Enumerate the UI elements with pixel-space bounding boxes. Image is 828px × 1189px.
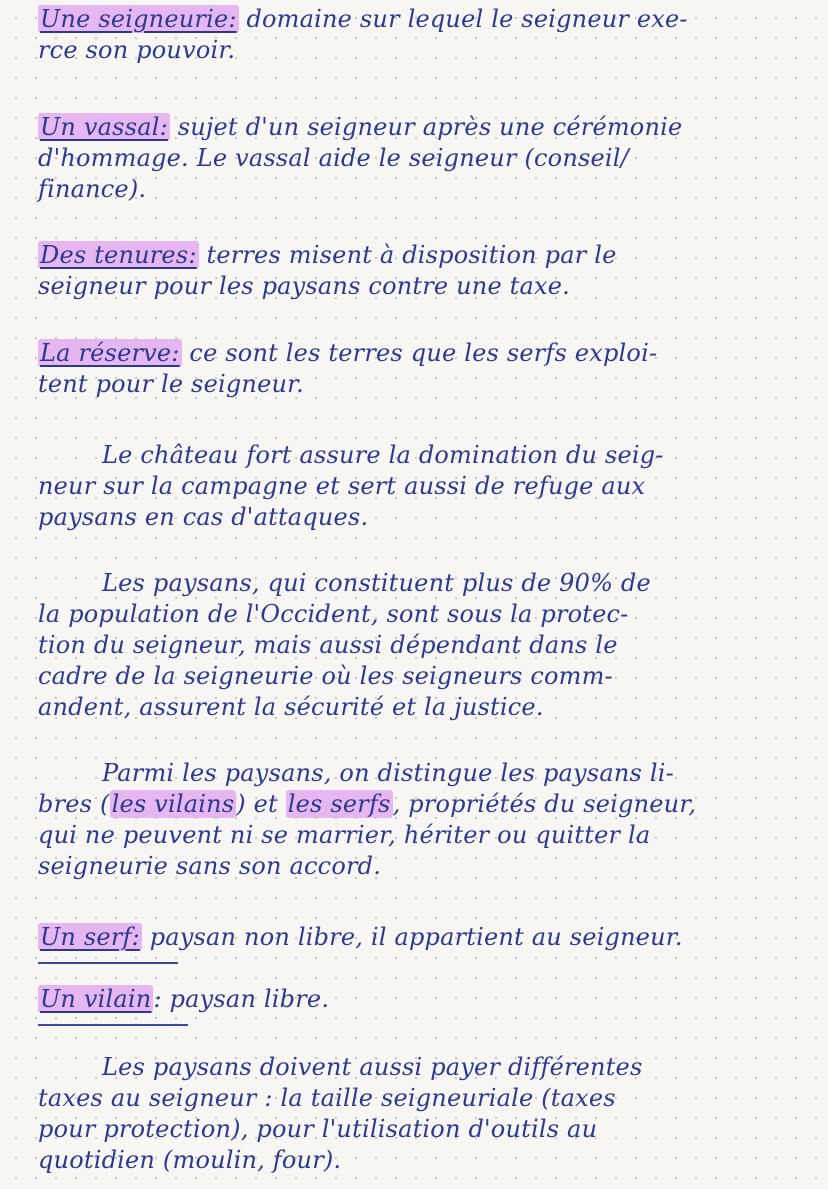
paragraph-line: neur sur la campagne et sert aussi de refuge aux <box>38 472 646 500</box>
paragraph-line: bres ( <box>38 790 110 818</box>
paragraph-line: , propriétés du seigneur, <box>392 790 697 818</box>
paragraph-chateau-fort <box>38 440 808 533</box>
paragraph-vilains-serfs <box>38 758 808 882</box>
definition-text: tent pour le seigneur. <box>38 370 304 398</box>
paragraph-line: andent, assurent la sécurité et la justice. <box>38 693 544 721</box>
paragraph-line: Le château fort assure la domination du seig- <box>102 441 664 469</box>
underline-rule <box>38 962 178 964</box>
paragraph-line: paysans en cas d'attaques. <box>38 503 369 531</box>
paragraph-line: pour protection), pour l'utilisation d'outils au <box>38 1115 598 1143</box>
highlight-vilains: les vilains <box>111 790 235 818</box>
term-vassal: Un vassal: <box>40 113 168 141</box>
paragraph-line: quotidien (moulin, four). <box>38 1146 342 1174</box>
term-seigneurie: Une seigneurie: <box>40 5 237 33</box>
definition-text: rce son pouvoir. <box>38 36 236 64</box>
definition-text: : paysan libre. <box>153 985 330 1013</box>
paragraph-line: seigneurie sans son accord. <box>38 852 382 880</box>
definition-tenures <box>38 240 808 302</box>
paragraph-line: cadre de la seigneurie où les seigneurs comm- <box>38 662 613 690</box>
paragraph-line: taxes au seigneur : la taille seigneuriale (taxes <box>38 1084 616 1112</box>
definition-vassal <box>38 112 808 205</box>
paragraph-line: Les paysans, qui constituent plus de 90% de <box>102 569 651 597</box>
definition-text: ce sont les terres que les serfs exploi- <box>181 339 658 367</box>
definition-seigneurie <box>38 4 808 66</box>
definition-text: terres misent à disposition par le <box>198 241 617 269</box>
definition-text: d'hommage. Le vassal aide le seigneur (conseil/ <box>38 144 629 172</box>
definition-serf <box>38 922 808 953</box>
definition-text: domaine sur lequel le seigneur exe- <box>238 5 688 33</box>
underline-rule <box>38 1024 188 1026</box>
definition-text: finance). <box>38 175 147 203</box>
definition-text: seigneur pour les paysans contre une taxe. <box>38 272 570 300</box>
paragraph-line: qui ne peuvent ni se marrier, hériter ou quitter la <box>38 821 651 849</box>
definition-vilain <box>38 984 808 1015</box>
paragraph-line: tion du seigneur, mais aussi dépendant dans le <box>38 631 618 659</box>
term-vilain: Un vilain <box>40 985 152 1013</box>
paragraph-paysans <box>38 568 808 723</box>
paragraph-line: Parmi les paysans, on distingue les paysans li- <box>102 759 674 787</box>
paragraph-taxes <box>38 1052 808 1176</box>
term-tenures: Des tenures: <box>40 241 197 269</box>
term-serf: Un serf: <box>40 923 140 951</box>
paragraph-line: ) et <box>236 790 286 818</box>
highlight-serfs: les serfs <box>287 790 391 818</box>
definition-text: paysan non libre, il appartient au seigneur. <box>141 923 683 951</box>
definition-reserve <box>38 338 808 400</box>
paragraph-line: Les paysans doivent aussi payer différentes <box>102 1053 643 1081</box>
definition-text: sujet d'un seigneur après une cérémonie <box>169 113 683 141</box>
paragraph-line: la population de l'Occident, sont sous la protec- <box>38 600 629 628</box>
term-reserve: La réserve: <box>40 339 180 367</box>
